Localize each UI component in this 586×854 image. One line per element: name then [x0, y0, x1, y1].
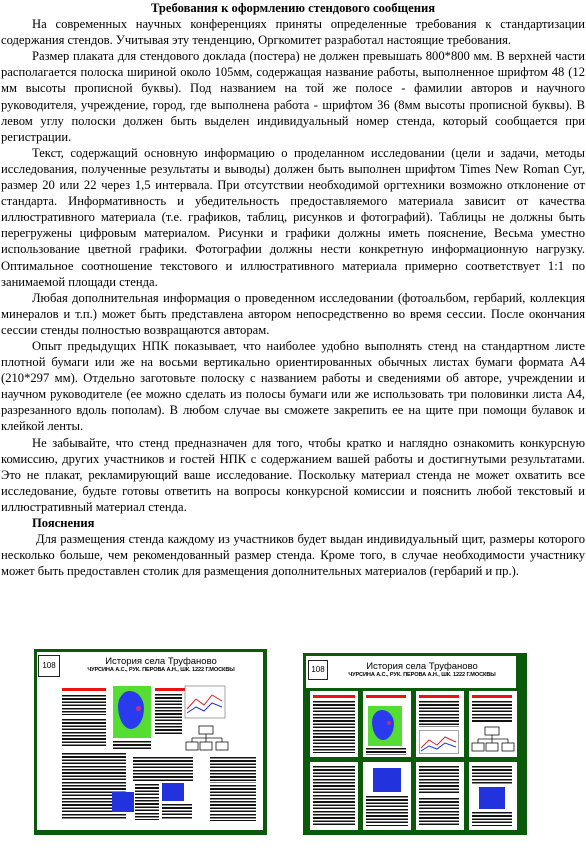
poster-authors: ЧУРСИНА А.С., РУК. ПЕРОВА А.Н., ШК. 1222 Г.МОСКВЫ: [348, 672, 496, 678]
poster-example-eight-sheets: [303, 653, 527, 835]
text-block: [419, 766, 459, 794]
red-header-bar: [419, 695, 459, 698]
paragraph-reminder: Не забывайте, что стенд предназначен для того, чтобы кратко и наглядно ознакомить конкурсную комиссию, других участников и гостей НПК с содержанием вашей работы и достигнутыми результатами. Это не плакат, рекламирующий ваше исследование. Поскольку материал стенда не может охватить все исследование, будьте готовы ответить на вопросы конкурсной комиссии и пояснить любой текстовый и иллюстративный материал стенда.: [1, 435, 585, 514]
paragraph-poster-size: Размер плаката для стендового доклада (постера) не должен превышать 800*800 мм. В верхней части располагается полоска шириной около 105мм, содержащая название работы, выполненное шрифтом 48 (12 мм высоты прописной буквы). Под названием на той же полосе - фамилии авторов и научного руководителя, учреждение, город, где выполнена работа - шрифтом 36 (8мм высоты прописной буквы). В левом углу полоски должен быть выделен индивидуальный номер стенда, который сообщается при регистрации.: [1, 49, 585, 144]
poster-authors: ЧУРСИНА А.С., РУК. ПЕРОВА А.Н., ШК. 1222 Г.МОСКВЫ: [87, 667, 235, 673]
map-marker: [136, 706, 141, 711]
text-block: [135, 784, 159, 820]
text-block: [133, 757, 193, 781]
text-block: [472, 701, 512, 723]
red-header-bar: [472, 695, 512, 698]
diagram-illustration: [185, 725, 229, 753]
poster-title: История села Труфаново: [366, 661, 478, 672]
stand-number-badge: 108: [38, 655, 60, 677]
red-header-bar: [155, 688, 186, 691]
text-block: [472, 812, 512, 826]
notes-text: Для размещения стенда каждому из участников будет выдан индивидуальный щит, размеры которого несколько больше, чем рекомендованный размер стенда. Кроме того, в случае необходимости участнику может быть предоставлен столик для размещения дополнительных материалов (гербарий и пр.).: [1, 532, 585, 579]
notes-heading: Пояснения: [32, 516, 95, 530]
paragraph-intro: На современных научных конференциях приняты определенные требования к стандартизации содержания стендов. Учитывая эту тенденцию, Оргкомитет разработал настоящие требования.: [1, 17, 585, 48]
photo-placeholder: [479, 787, 505, 809]
red-header-bar: [62, 688, 106, 691]
poster-title-strip: [329, 661, 515, 679]
photo-placeholder: [162, 783, 184, 801]
red-header-bar: [313, 695, 355, 698]
document-title: Требования к оформлению стендового сообщения: [150, 1, 436, 15]
photo-placeholder: [373, 768, 401, 792]
text-block: [419, 798, 459, 826]
text-block: [162, 804, 192, 820]
text-block: [62, 719, 106, 747]
stand-number-badge: 108: [308, 660, 328, 680]
text-block: [113, 741, 151, 749]
text-block: [155, 694, 182, 734]
text-block: [210, 785, 256, 821]
red-header-bar: [366, 695, 406, 698]
paragraph-text-requirements: Текст, содержащий основную информацию о проделанном исследовании (цели и задачи, методы исследования, полученные результаты и выводы) должен быть выполнен шрифтом Times New Roman Cyr, размер 20 или 22 через 1,5 интервала. При отсутствии необходимой оргтехники возможно отклонение от стандарта. Информативность и убедительность предоставляемого материала зависит от качества иллюстративного материала (т.е. графиков, таблиц, рисунков и фотографий). Таблицы не должны быть перегружены цифровым материалом. Рисунки и графики должны иметь пояснение, Весьма уместно использование цветной графики. Фотографии должны нести конкретную информационную нагрузку. Оптимальное соотношение текстового и иллюстративного материала примерно соответствует 1:1 по занимаемой площади стенда.: [1, 145, 585, 289]
line-chart-illustration: [419, 730, 459, 754]
text-block: [313, 766, 355, 826]
document: [1, 0, 585, 579]
text-block: [313, 701, 355, 753]
map-marker: [387, 721, 391, 725]
text-block: [62, 695, 106, 715]
photo-placeholder: [112, 792, 134, 812]
poster-title-strip: [61, 656, 261, 674]
text-block: [366, 748, 406, 755]
paragraph-additional-info: Любая дополнительная информация о проведенном исследовании (фотоальбом, гербарий, коллекция минералов и т.п.) может быть представлена автором непосредственно во время сессии. После окончания сессии стенды полностью возвращаются авторам.: [1, 290, 585, 337]
text-block: [472, 766, 512, 784]
text-block: [366, 796, 408, 826]
text-block: [210, 757, 256, 783]
text-block: [419, 701, 459, 727]
diagram-illustration: [471, 726, 515, 754]
poster-example-single-sheet: [34, 649, 267, 835]
paragraph-experience: Опыт предыдущих НПК показывает, что наиболее удобно выполнять стенд на стандартном листе плотной бумаги или же на восьми вертикально ориентированных обычных листах бумаги формата А4 (210*297 мм). Отдельно заготовьте полоску с названием работы и сведениями об авторе, учреждении и научном руководителе (ее можно сделать из полосы бумаги или же использовать три половинки листа А4, разрезанного вдоль пополам). В любом случае вы сможете закрепить ее на щите при помощи булавок и клейкой ленты.: [1, 338, 585, 434]
poster-title: История села Труфаново: [105, 656, 217, 667]
line-chart-illustration: [184, 685, 226, 719]
